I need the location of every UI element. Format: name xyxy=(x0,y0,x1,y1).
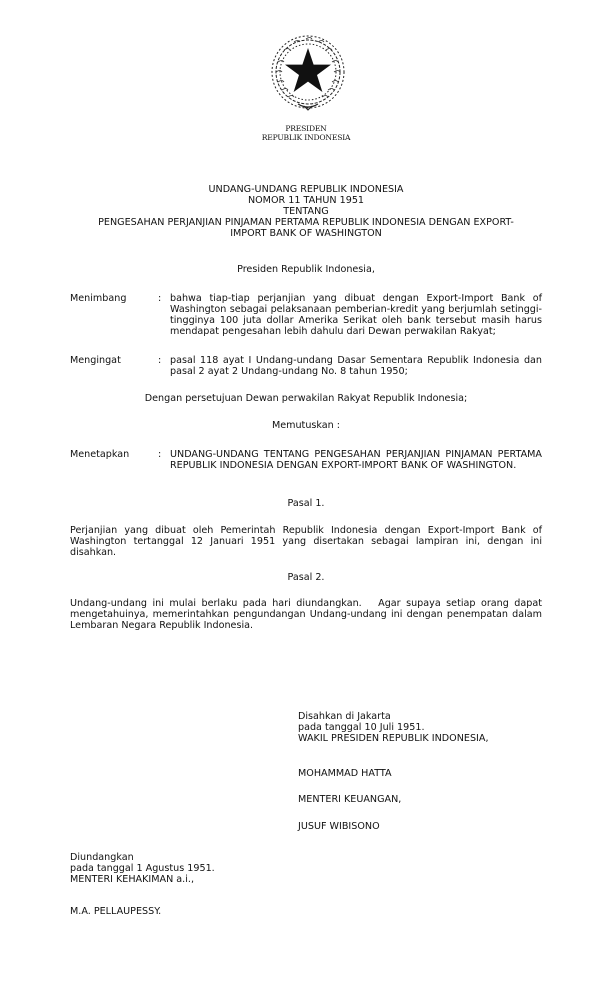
promulgation-name: M.A. PELLAUPESSY. xyxy=(70,906,162,917)
signature-title-finance-minister: MENTERI KEUANGAN, xyxy=(298,794,402,805)
signature-title-vice-president: WAKIL PRESIDEN REPUBLIK INDONESIA, xyxy=(298,733,489,744)
menetapkan-text: UNDANG-UNDANG TENTANG PENGESAHAN PERJANJIAN PINJAMAN PERTAMA REPUBLIK INDONESIA DENGAN EXPORT-IMPORT BANK OF WASHINGTON. xyxy=(170,449,542,471)
signature-name-wibisono: JUSUF WIBISONO xyxy=(298,821,380,832)
title-line-4: PENGESAHAN PERJANJIAN PINJAMAN PERTAMA REPUBLIK INDONESIA DENGAN EXPORT- xyxy=(98,217,514,228)
menetapkan-label: Menetapkan xyxy=(70,449,130,460)
pasal-1-heading: Pasal 1. xyxy=(287,498,325,509)
menimbang-label: Menimbang xyxy=(70,293,127,304)
pasal-2-text: Undang-undang ini mulai berlaku pada hari diundangkan. Agar supaya setiap orang dapat mengetahuinya, memerintahkan pengundangan Undang-undang ini dengan penempatan dalam Lembaran Negara Republik Indonesia. xyxy=(70,598,546,631)
title-line-2: NOMOR 11 TAHUN 1951 xyxy=(247,195,365,206)
letterhead-line-republik: REPUBLIK INDONESIA xyxy=(261,133,351,142)
promulgation-label: Diundangkan xyxy=(70,852,134,863)
signature-name-hatta: MOHAMMAD HATTA xyxy=(298,768,392,779)
presidential-emblem-icon xyxy=(268,32,348,114)
pasal-1-text: Perjanjian yang dibuat oleh Pemerintah Republik Indonesia dengan Export-Import Bank of Washington tertanggal 12 Januari 1951 yang disertakan sebagai lampiran ini, dengan ini disahkan. xyxy=(70,525,542,558)
mengingat-colon: : xyxy=(158,355,162,366)
signature-place: Disahkan di Jakarta xyxy=(298,711,391,722)
memutuskan-line: Memutuskan : xyxy=(271,420,341,431)
preamble-issuer: Presiden Republik Indonesia, xyxy=(237,264,375,275)
mengingat-label: Mengingat xyxy=(70,355,121,366)
document-title xyxy=(0,184,612,239)
persetujuan-line: Dengan persetujuan Dewan perwakilan Rakyat Republik Indonesia; xyxy=(144,393,468,404)
promulgation-block xyxy=(70,852,215,885)
title-line-5: IMPORT BANK OF WASHINGTON xyxy=(230,228,382,239)
menimbang-text: bahwa tiap-tiap perjanjian yang dibuat dengan Export-Import Bank of Washington sebagai pelaksanaan pemberian-kredit yang berjumlah setinggi-tingginya 100 juta dollar Amerika Serikat oleh bank tersebut masih harus mendapat pengesahan lebih dahulu dari Dewan perwakilan Rakyat; xyxy=(170,293,542,337)
menetapkan-colon: : xyxy=(158,449,162,460)
letterhead-line-presiden: PRESIDEN xyxy=(285,124,327,133)
promulgation-title: MENTERI KEHAKIMAN a.i., xyxy=(70,874,194,885)
pasal-2-heading: Pasal 2. xyxy=(287,572,325,583)
mengingat-text: pasal 118 ayat I Undang-undang Dasar Sementara Republik Indonesia dan pasal 2 ayat 2 Undang-undang No. 8 tahun 1950; xyxy=(170,355,542,377)
signature-date: pada tanggal 10 Juli 1951. xyxy=(298,722,425,733)
promulgation-date: pada tanggal 1 Agustus 1951. xyxy=(70,863,215,874)
signature-block xyxy=(298,711,489,744)
title-line-1: UNDANG-UNDANG REPUBLIK INDONESIA xyxy=(208,184,404,195)
title-line-3: TENTANG xyxy=(283,206,329,217)
menimbang-colon: : xyxy=(158,293,162,304)
